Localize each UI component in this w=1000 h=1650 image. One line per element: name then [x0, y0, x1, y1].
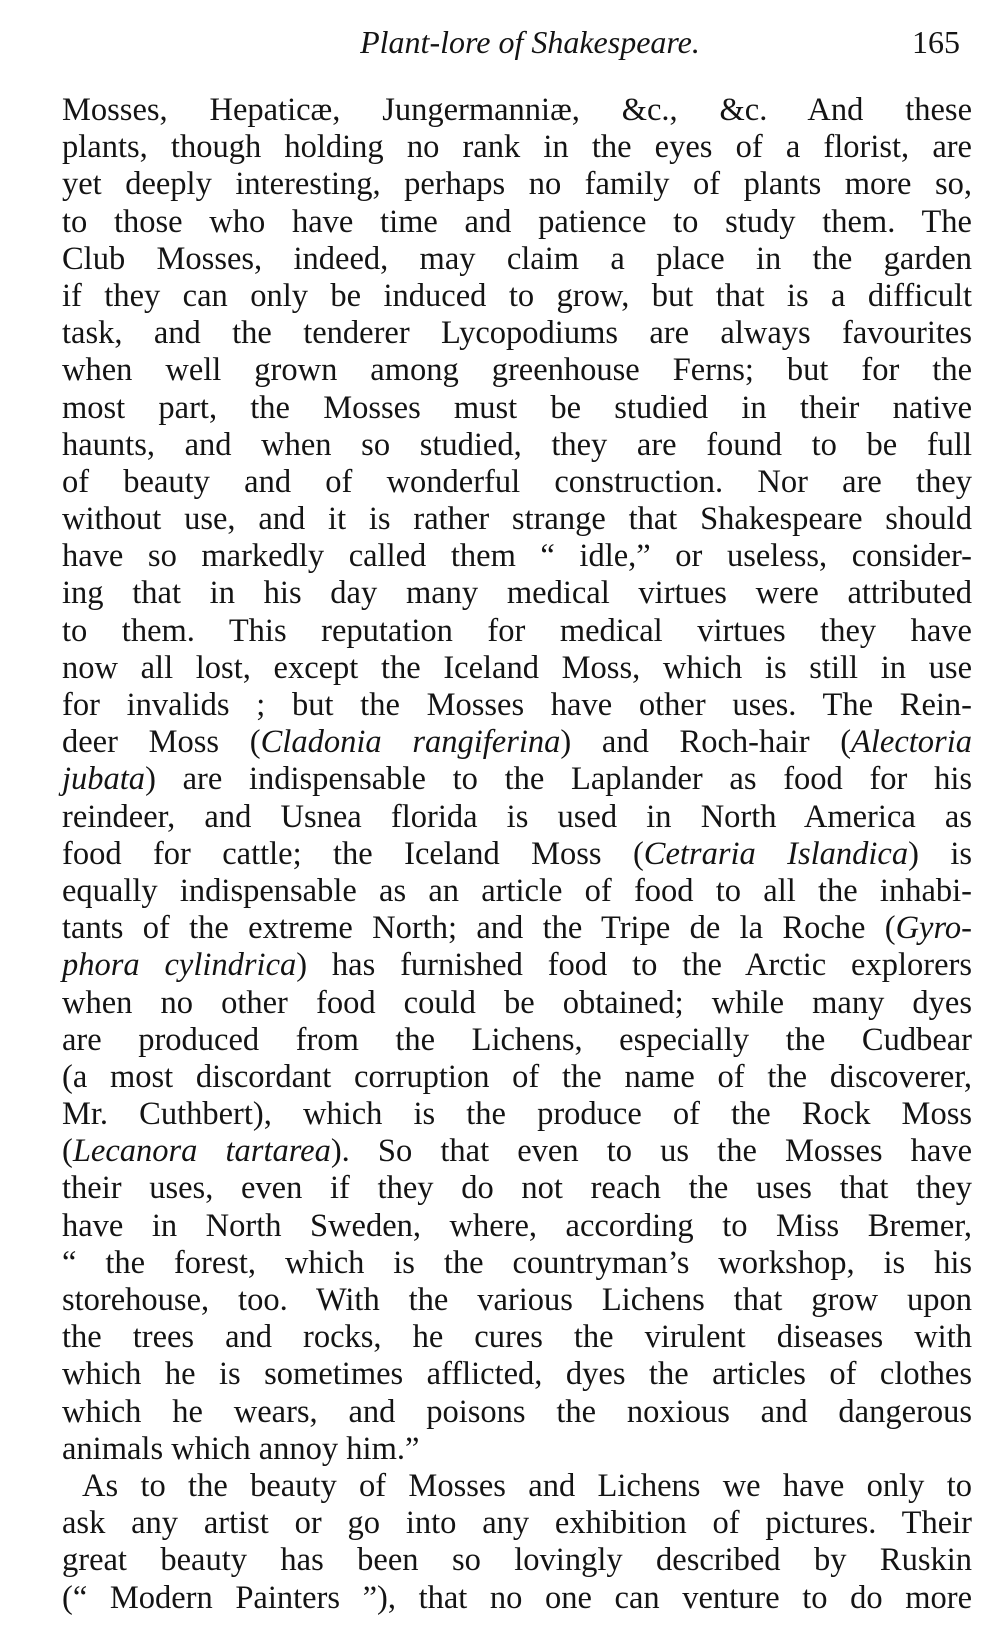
text-line — [62, 1394, 972, 1431]
text-line — [62, 92, 972, 129]
text-segment: ( — [62, 1133, 73, 1170]
running-title: Plant-lore of Shakespeare. — [360, 24, 700, 60]
text-line — [62, 687, 972, 724]
text-segment: (“ Modern Painters ”), that no one can venture to do more — [62, 1579, 972, 1616]
text-line — [62, 613, 972, 650]
text-segment: are produced from the Lichens, especially the Cudbear — [62, 1021, 972, 1058]
text-segment: if they can only be induced to grow, but that is a difficult — [62, 277, 972, 314]
text-segment: ing that in his day many medical virtues were attributed — [62, 575, 972, 612]
text-segment: great beauty has been so lovingly described by Ruskin — [62, 1542, 972, 1579]
text-line — [62, 575, 972, 612]
text-segment: Mr. Cuthbert), which is the produce of the Rock Moss — [62, 1096, 972, 1133]
text-line — [62, 166, 972, 203]
text-segment: which he is sometimes afflicted, dyes the articles of clothes — [62, 1356, 972, 1393]
text-segment: which he wears, and poisons the noxious and dangerous — [62, 1393, 972, 1430]
text-line — [62, 1022, 972, 1059]
text-segment: As to the beauty of Mosses and Lichens we have only to — [82, 1467, 972, 1504]
text-segment: ). So that even to us the Mosses have — [330, 1133, 972, 1170]
text-line — [62, 241, 972, 278]
text-line — [62, 278, 972, 315]
paragraph-1 — [62, 92, 972, 1468]
italic-species-name: Alectoria — [851, 724, 972, 761]
text-segment: ) has furnished food to the Arctic explorers — [296, 947, 972, 984]
paragraph-2 — [62, 1468, 972, 1617]
text-line — [62, 947, 972, 984]
text-line — [62, 129, 972, 166]
text-segment: their uses, even if they do not reach the uses that they — [62, 1170, 972, 1207]
text-line — [62, 1282, 972, 1319]
text-segment: ask any artist or go into any exhibition of pictures. Their — [62, 1505, 972, 1542]
text-line — [62, 1208, 972, 1245]
text-line — [62, 1468, 972, 1505]
text-line — [62, 1133, 972, 1170]
text-line — [62, 1505, 972, 1542]
body-text — [62, 92, 972, 1617]
text-segment: animals which annoy him.” — [62, 1430, 420, 1467]
text-segment: ) are indispensable to the Laplander as food for his — [145, 761, 972, 798]
text-segment: without use, and it is rather strange that Shakespeare should — [62, 501, 972, 538]
text-segment: Club Mosses, indeed, may claim a place in the garden — [62, 240, 972, 277]
text-line — [62, 1245, 972, 1282]
text-segment: yet deeply interesting, perhaps no family of plants more so, — [62, 166, 972, 203]
text-line — [62, 1059, 972, 1096]
text-segment: ) is — [908, 835, 972, 872]
text-segment: have so markedly called them “ idle,” or useless, consider- — [62, 538, 972, 575]
text-line — [62, 464, 972, 501]
italic-species-name: phora cylindrica — [62, 947, 297, 984]
text-segment: task, and the tenderer Lycopodiums are always favourites — [62, 315, 972, 352]
italic-species-name: Cetraria Islandica — [643, 835, 909, 872]
text-segment: ) and Roch-hair ( — [560, 724, 852, 761]
text-segment: plants, though holding no rank in the eyes of a florist, are — [62, 129, 972, 166]
text-segment: storehouse, too. With the various Lichens that grow upon — [62, 1282, 972, 1318]
text-line — [62, 538, 972, 575]
text-line — [62, 427, 972, 464]
italic-species-name: Cladonia rangiferina — [260, 724, 561, 761]
page-number: 165 — [912, 24, 960, 60]
text-segment: “ the forest, which is the countryman’s workshop, is his — [62, 1244, 972, 1281]
text-segment: to them. This reputation for medical virtues they have — [62, 612, 972, 649]
text-line — [62, 315, 972, 352]
text-segment: now all lost, except the Iceland Moss, which is still in use — [62, 649, 972, 686]
running-head — [60, 20, 960, 64]
text-segment: food for cattle; the Iceland Moss ( — [62, 835, 644, 872]
italic-species-name: jubata — [62, 761, 146, 798]
text-line — [62, 501, 972, 538]
italic-species-name: Gyro- — [895, 910, 972, 947]
text-line — [62, 873, 972, 910]
text-segment: for invalids ; but the Mosses have other uses. The Rein- — [62, 687, 972, 723]
text-line — [62, 799, 972, 836]
text-segment: deer Moss ( — [62, 724, 261, 761]
text-line — [62, 836, 972, 873]
text-segment: haunts, and when so studied, they are found to be full — [62, 426, 972, 463]
text-line — [62, 1580, 972, 1617]
text-segment: to those who have time and patience to study them. The — [62, 203, 972, 240]
text-segment: (a most discordant corruption of the name of the discoverer, — [62, 1058, 972, 1095]
text-line — [62, 1170, 972, 1207]
text-line — [62, 204, 972, 241]
text-segment: reindeer, and Usnea florida is used in North America as — [62, 798, 972, 835]
text-line — [62, 1542, 972, 1579]
text-segment: when no other food could be obtained; while many dyes — [62, 984, 972, 1021]
text-segment: the trees and rocks, he cures the virulent diseases with — [62, 1319, 972, 1356]
text-segment: have in North Sweden, where, according to Miss Bremer, — [62, 1207, 972, 1244]
text-line — [62, 985, 972, 1022]
text-line — [62, 650, 972, 687]
text-line — [62, 352, 972, 389]
text-line — [62, 761, 972, 798]
text-line — [62, 1319, 972, 1356]
text-segment: equally indispensable as an article of food to all the inhabi- — [62, 872, 972, 909]
text-segment: tants of the extreme North; and the Tripe de la Roche ( — [62, 910, 896, 947]
text-line — [62, 1096, 972, 1133]
text-line — [62, 1431, 972, 1468]
text-line — [62, 390, 972, 427]
text-segment: of beauty and of wonderful construction. Nor are they — [62, 463, 972, 500]
text-segment: when well grown among greenhouse Ferns; but for the — [62, 352, 972, 389]
text-segment: most part, the Mosses must be studied in their native — [62, 389, 972, 426]
italic-species-name: Lecanora tartarea — [72, 1133, 331, 1170]
text-segment: Mosses, Hepaticæ, Jungermanniæ, &c., &c. And these — [62, 92, 972, 128]
text-line — [62, 724, 972, 761]
text-line — [62, 910, 972, 947]
text-line — [62, 1356, 972, 1393]
